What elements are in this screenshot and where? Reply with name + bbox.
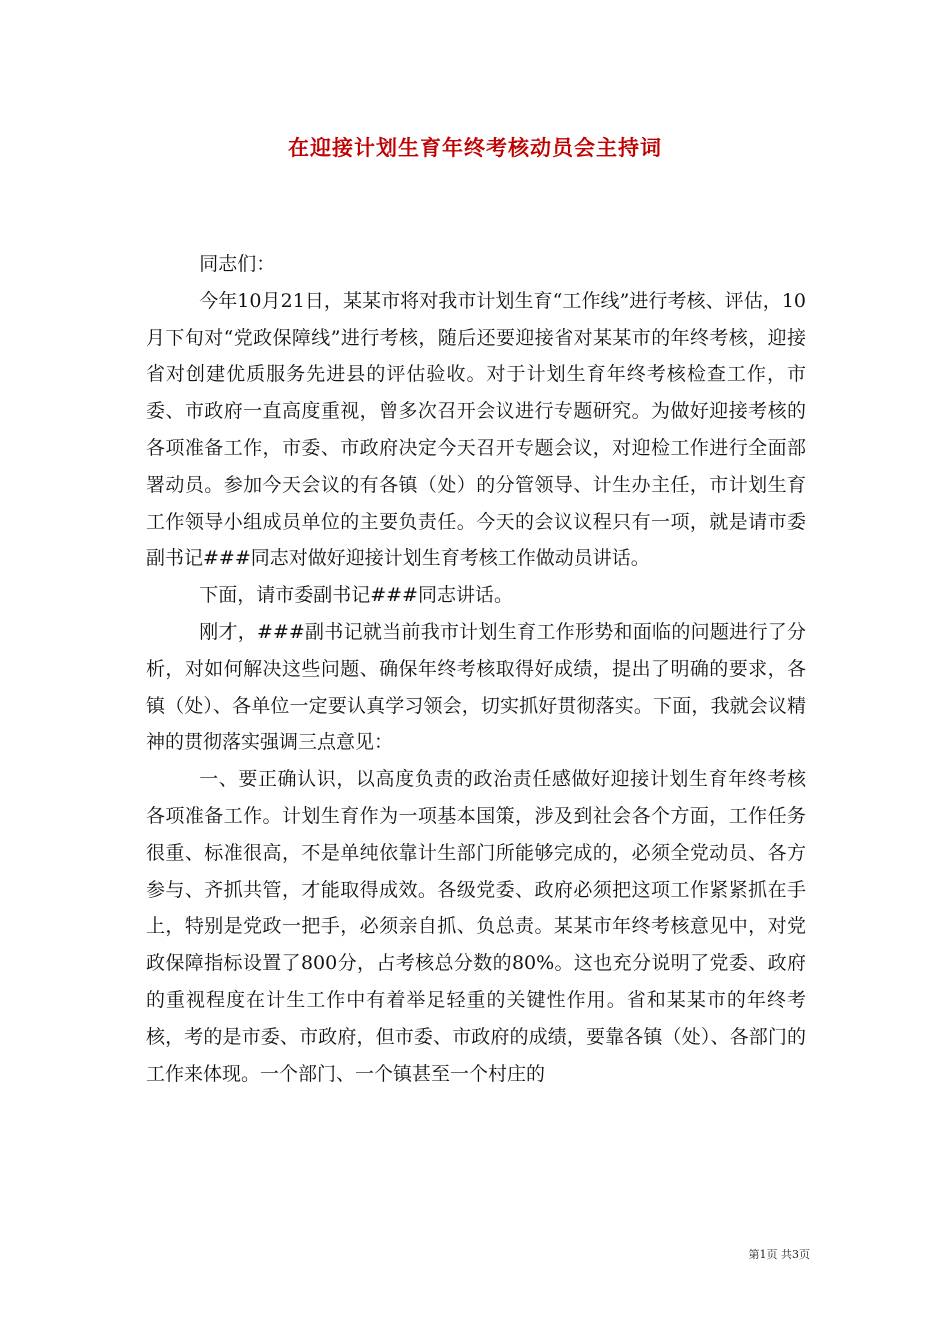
paragraph-3: 刚才，###副书记就当前我市计划生育工作形势和面临的问题进行了分析，对如何解决这些问题、确保年终考核取得好成绩，提出了明确的要求，各镇（处）、各单位一定要认真学习领会，切实抓好贯彻落实。下面，我就会议精神的贯彻落实强调三点意见：	[146, 620, 806, 754]
document-body	[146, 246, 806, 1092]
paragraph-4: 一、要正确认识，以高度负责的政治责任感做好迎接计划生育年终考核各项准备工作。计划生育作为一项基本国策，涉及到社会各个方面，工作任务很重、标准很高，不是单纯依靠计生部门所能够完成的，必须全党动员、各方参与、齐抓共管，才能取得成效。各级党委、政府必须把这项工作紧紧抓在手上，特别是党政一把手，必须亲自抓、负总责。某某市年终考核意见中，对党政保障指标设置了800分，占考核总分数的80%。这也充分说明了党委、政府的重视程度在计生工作中有着举足轻重的关键性作用。省和某某市的年终考核，考的是市委、市政府，但市委、市政府的成绩，要靠各镇（处）、各部门的工作来体现。一个部门、一个镇甚至一个村庄的	[146, 768, 806, 1085]
paragraph-greeting: 同志们：	[199, 253, 276, 275]
paragraph-2: 下面，请市委副书记###同志讲话。	[199, 584, 513, 607]
page-number: 第1页 共3页	[748, 1248, 810, 1261]
document-title: 在迎接计划生育年终考核动员会主持词	[288, 135, 662, 160]
paragraph-1: 今年10月21日，某某市将对我市计划生育“工作线”进行考核、评估，10月下旬对“党政保障线”进行考核，随后还要迎接省对某某市的年终考核，迎接省对创建优质服务先进县的评估验收。对于计划生育年终考核检查工作，市委、市政府一直高度重视，曾多次召开会议进行专题研究。为做好迎接考核的各项准备工作，市委、市政府决定今天召开专题会议，对迎检工作进行全面部署动员。参加今天会议的有各镇（处）的分管领导、计生办主任，市计划生育工作领导小组成员单位的主要负责任。今天的会议议程只有一项，就是请市委副书记###同志对做好迎接计划生育考核工作做动员讲话。	[146, 289, 806, 570]
